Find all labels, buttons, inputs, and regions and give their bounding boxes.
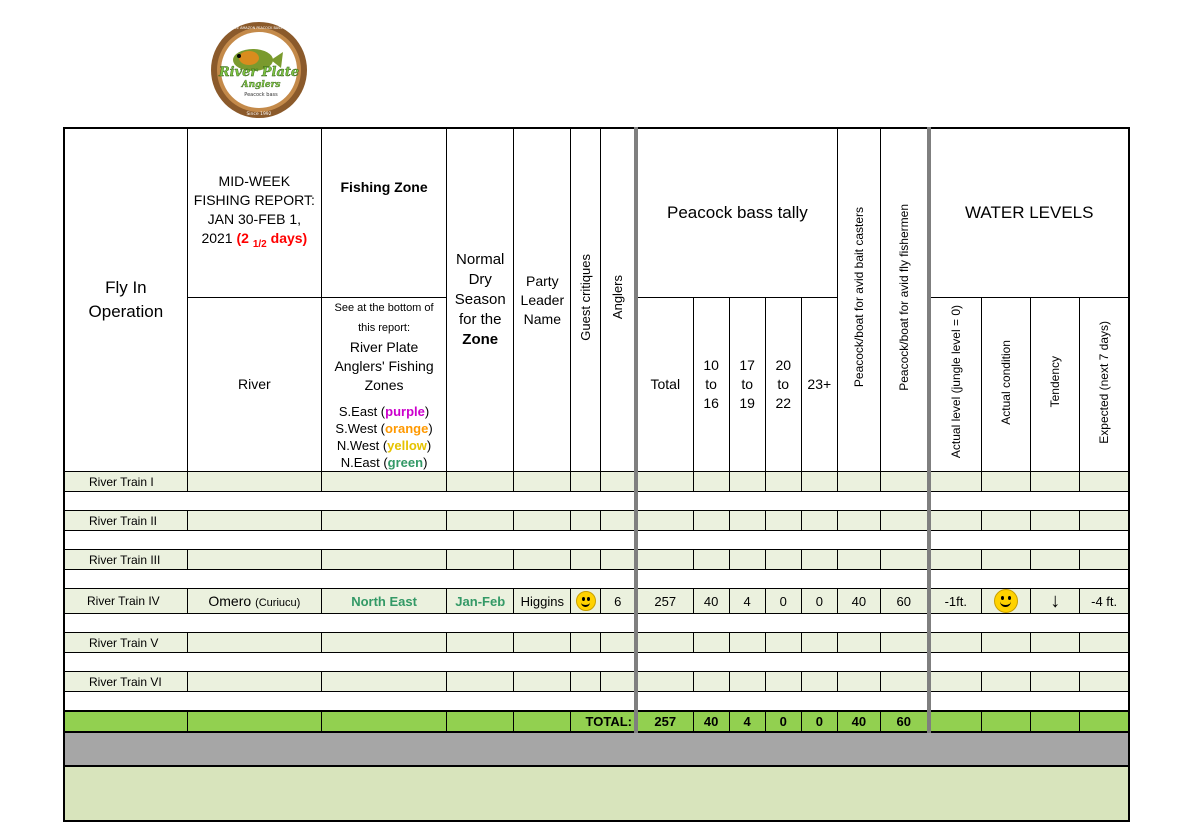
down-arrow-icon: ↓	[1050, 589, 1061, 612]
fly-in-operation-header: Fly In Operation	[64, 128, 187, 472]
fly-cell: 60	[880, 589, 928, 614]
report-days: (2 $_{1/2}$ days)	[236, 230, 308, 250]
season-header: Normal Dry Season for the Zone	[447, 128, 514, 472]
grey-band	[64, 732, 1129, 766]
zone-legend-southwest: S.West (orange)	[335, 421, 433, 436]
totals-row	[64, 711, 1129, 732]
river-header: River	[187, 298, 321, 472]
footer-area	[64, 766, 1129, 821]
actual-level-header: Actual level (jungle level = 0)	[929, 298, 982, 472]
river-plate-anglers-logo	[209, 20, 309, 120]
table-row	[64, 511, 1129, 531]
report-title-header: MID-WEEK FISHING REPORT: JAN 30-FEB 1, 2021 (2 $_{1/2}$ days)	[187, 128, 321, 298]
row-name: River Train II	[64, 511, 187, 531]
row-name: River Train VI	[64, 672, 187, 692]
row-name: River Train IV	[64, 589, 187, 614]
r1-cell: 40	[693, 589, 729, 614]
fishing-report-table	[63, 127, 1130, 822]
guest-critique-cell	[571, 589, 601, 614]
zone-legend-southeast: S.East (purple)	[338, 404, 430, 419]
table-row	[64, 550, 1129, 570]
anglers-header: Anglers	[601, 128, 636, 472]
logo-tagline: Peacock bass	[244, 92, 278, 98]
river-cell: Omero (Curiucu)	[187, 589, 321, 614]
table-row	[64, 472, 1129, 492]
condition-cell	[982, 589, 1031, 614]
zone-cell: North East	[321, 589, 446, 614]
tendency-cell	[1031, 589, 1080, 614]
totals-r3: 0	[765, 711, 801, 732]
tally-20-22-header: 20 to 22	[765, 298, 801, 472]
row-name: River Train I	[64, 472, 187, 492]
totals-fly: 60	[880, 711, 928, 732]
peacock-bass-tally-header: Peacock bass tally	[636, 128, 837, 298]
totals-r4: 0	[801, 711, 837, 732]
tally-23-plus-header: 23+	[801, 298, 837, 472]
zone-legend-northwest: N.West (yellow)	[336, 438, 432, 453]
totals-bait: 40	[837, 711, 880, 732]
tally-10-16-header: 10 to 16	[693, 298, 729, 472]
zone-legend-northeast: N.East (green)	[340, 455, 428, 470]
water-levels-header: WATER LEVELS	[929, 128, 1130, 298]
party-leader-header: Party Leader Name	[514, 128, 571, 472]
total-cell: 257	[636, 589, 693, 614]
table-row	[64, 672, 1129, 692]
table-row	[64, 589, 1129, 614]
row-name: River Train V	[64, 633, 187, 653]
tally-total-header: Total	[636, 298, 693, 472]
expected-header: Expected (next 7 days)	[1080, 298, 1129, 472]
logo-title-line1: River Plate	[218, 65, 300, 80]
r3-cell: 0	[765, 589, 801, 614]
guest-critiques-header: Guest critiques	[571, 128, 601, 472]
logo-ring-text: EXCLUSIVE AMAZON PEACOCK BASS FISHING	[220, 26, 298, 30]
logo-title-line2: Anglers	[241, 80, 281, 90]
totals-total: 257	[636, 711, 693, 732]
bait-cell: 40	[837, 589, 880, 614]
fishing-zone-header: Fishing Zone	[321, 128, 446, 298]
smiley-face-icon	[994, 589, 1018, 613]
leader-cell: Higgins	[514, 589, 571, 614]
logo-since: Since 1992	[246, 112, 272, 117]
totals-r2: 4	[729, 711, 765, 732]
anglers-cell: 6	[601, 589, 636, 614]
totals-label: TOTAL:	[571, 711, 636, 732]
tally-17-19-header: 17 to 19	[729, 298, 765, 472]
totals-r1: 40	[693, 711, 729, 732]
actual-condition-header: Actual condition	[982, 298, 1031, 472]
tendency-header: Tendency	[1031, 298, 1080, 472]
expected-cell: -4 ft.	[1080, 589, 1129, 614]
row-name: River Train III	[64, 550, 187, 570]
bait-casters-header: Peacock/boat for avid bait casters	[837, 128, 880, 472]
season-cell: Jan-Feb	[447, 589, 514, 614]
r4-cell: 0	[801, 589, 837, 614]
table-row	[64, 633, 1129, 653]
level-cell: -1ft.	[929, 589, 982, 614]
r2-cell: 4	[729, 589, 765, 614]
fly-fishermen-header: Peacock/boat for avid fly fishermen	[880, 128, 928, 472]
zone-legend: See at the bottom of this report: River Plate Anglers' Fishing Zones S.East (purple) S.West (orange) N.West (yellow) N.East (green)	[321, 298, 446, 472]
smiley-face-icon	[576, 591, 596, 611]
